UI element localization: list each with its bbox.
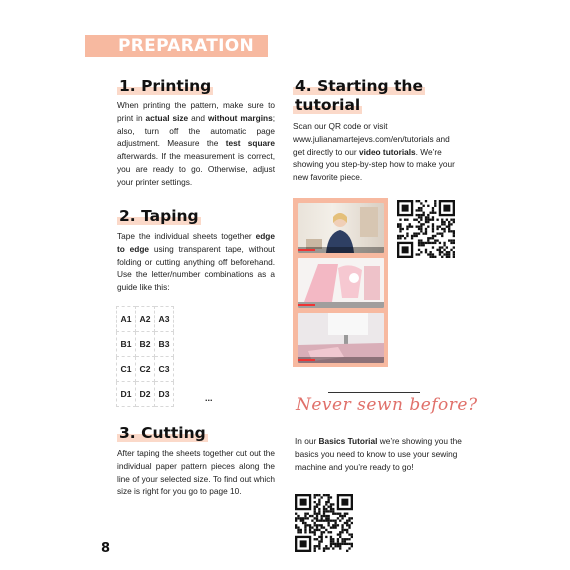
video-thumbnail-1[interactable] [298,203,384,253]
printing-text: When printing the pattern, make sure to print in actual size and without margins; also, turn off the automatic page adjustment. Measure the test square afterwards. If the measurement is correct, you are ready to go. Otherwise, adjust your printer settings. [117,100,275,187]
grid-row [117,357,174,382]
grid-cell: B2 [136,332,155,357]
grid-continuation: ... [205,393,213,403]
grid-row [117,382,174,407]
grid-cell: C3 [155,357,174,382]
video-progress-bar [298,302,384,308]
grid-cell: C1 [117,357,136,382]
video-progress-bar [298,357,384,363]
grid-row [117,307,174,332]
page-title: PREPARATION [118,36,255,56]
video-thumbnail-2[interactable] [298,258,384,308]
grid-cell: D2 [136,382,155,407]
qr-code-icon[interactable] [397,200,455,258]
taping-heading: 2. Taping [119,207,199,225]
person-illustration [298,203,384,253]
grid-cell: D1 [117,382,136,407]
tutorial-text: Scan our QR code or visit www.julianamartejevs.com/en/tutorials and get directly to our video tutorials. We’re showing you step-by-step how to make your new favorite piece. [293,121,455,183]
grid-cell: C2 [136,357,155,382]
grid-cell: A2 [136,307,155,332]
divider-line [328,392,420,393]
grid-cell: B1 [117,332,136,357]
grid-cell: B3 [155,332,174,357]
sheet-grid [116,306,174,407]
grid-row [117,332,174,357]
basics-script-title: Never sewn before? [296,395,478,415]
sewing-machine-illustration [298,313,384,363]
section-banner [85,35,268,57]
cutting-text: After taping the sheets together cut out the individual paper pattern pieces along the line of your selected size. To find out which size is right for you go to page 10. [117,448,275,497]
cutting-heading: 3. Cutting [119,424,206,442]
printing-heading: 1. Printing [119,77,212,95]
tutorial-heading: 4. Starting the tutorial [295,77,423,114]
page-number: 8 [101,541,111,556]
qr-code-icon[interactable] [295,494,353,552]
grid-cell: D3 [155,382,174,407]
taping-text: Tape the individual sheets together edge to edge using transparent tape, without folding or cutting anything off beforehand. Use the letter/number combinations as a guide like this: [117,231,275,293]
grid-cell: A1 [117,307,136,332]
video-progress-bar [298,247,384,253]
grid-cell: A3 [155,307,174,332]
video-thumbnail-3[interactable] [298,313,384,363]
pattern-pieces-illustration [298,258,384,308]
basics-text: In our Basics Tutorial we’re showing you the basics you need to know to use your sewing machine and you’re ready to go! [295,436,462,472]
